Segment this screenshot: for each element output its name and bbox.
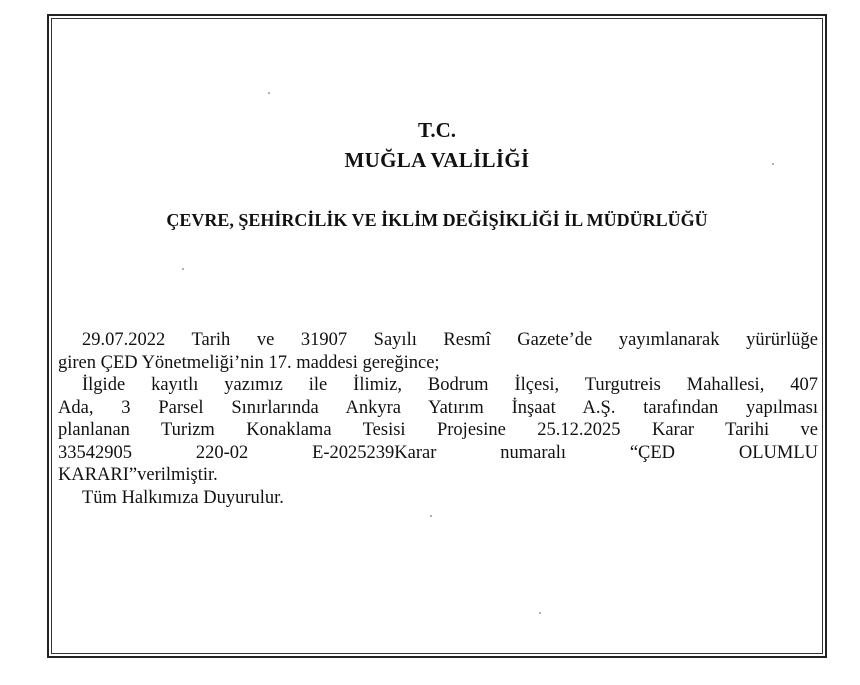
scan-speck [268,92,270,94]
paragraph-2-line-1: İlgide kayıtlı yazımız ile İlimiz, Bodrum İlçesi, Turgutreis Mahallesi, 407 [82,375,818,395]
paragraph-3 [58,487,818,510]
paragraph-2-line-5: KARARI”verilmiştir. [58,465,218,485]
announcement-body [58,329,818,509]
paragraph-2-line-4: 33542905 220-02 E-2025239Karar numaralı “ÇED OLUMLU [58,442,818,463]
paragraph-2-line-2: Ada, 3 Parsel Sınırlarında Ankyra Yatırım İnşaat A.Ş. tarafından yapılması [58,397,818,418]
paragraph-2-line-3: planlanan Turizm Konaklama Tesisi Projesine 25.12.2025 Karar Tarihi ve [58,420,818,440]
scan-speck [772,163,774,165]
paragraph-1-line-2: giren ÇED Yönetmeliği’nin 17. maddesi gereğince; [58,352,440,373]
paragraph-1 [58,329,818,374]
header-tc: T.C. [417,118,457,142]
header-directorate: ÇEVRE, ŞEHİRCİLİK VE İKLİM DEĞİŞİKLİĞİ İL MÜDÜRLÜĞÜ [166,210,708,230]
scan-speck [182,268,184,270]
paragraph-1-line-1: 29.07.2022 Tarih ve 31907 Sayılı Resmî Gazete’de yayımlanarak yürürlüğe [82,330,818,350]
header-governorship: MUĞLA VALİLİĞİ [344,148,530,172]
scan-speck [539,612,541,614]
paragraph-3-line-1: Tüm Halkımıza Duyurulur. [82,487,284,508]
scan-speck [430,515,432,517]
paragraph-2 [58,374,818,487]
